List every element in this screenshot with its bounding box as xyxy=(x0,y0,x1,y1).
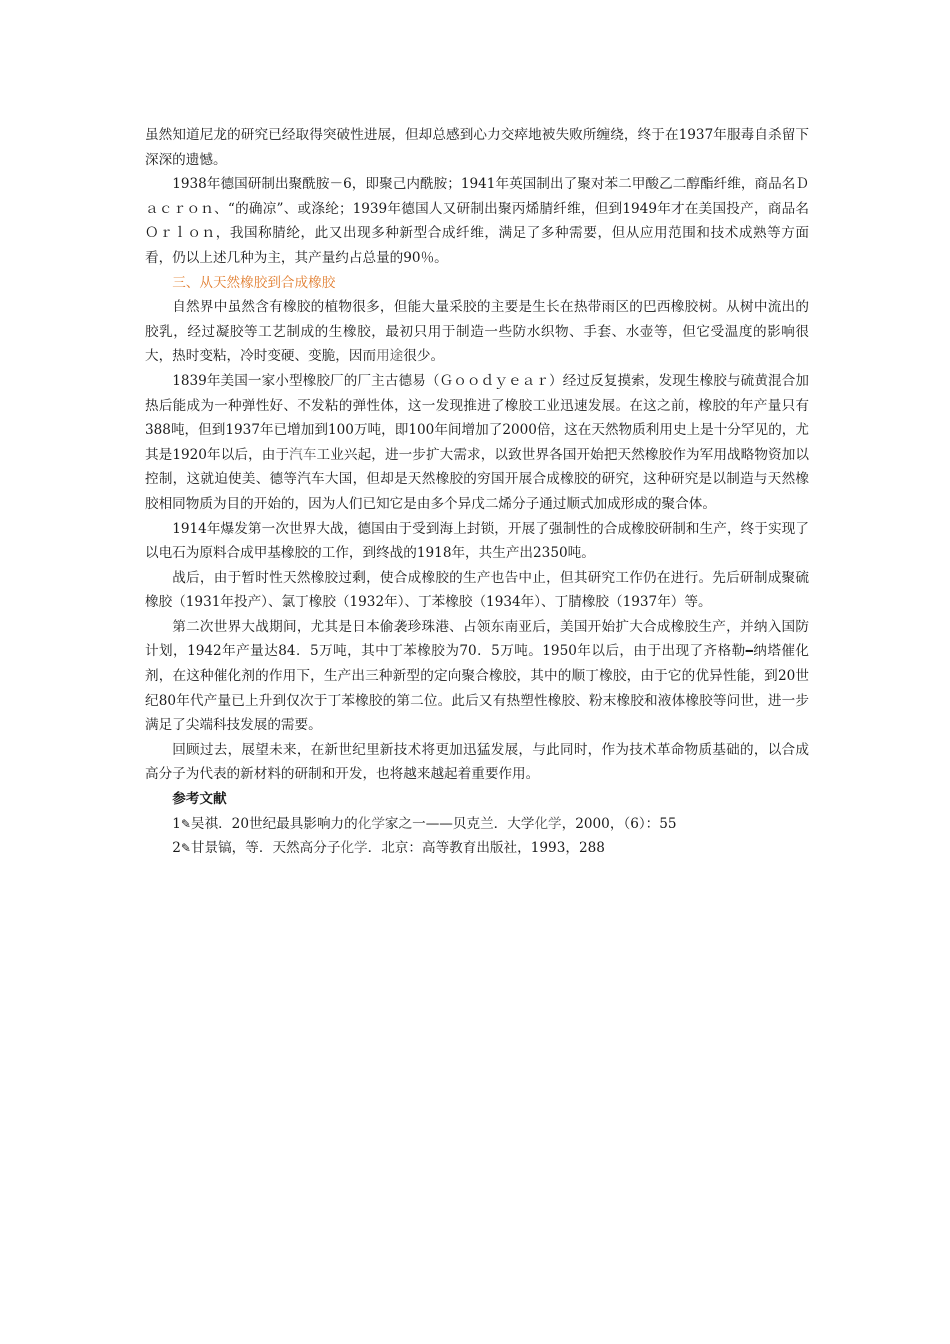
text-run: 1 xyxy=(172,815,181,832)
text-run: ，2000，（6）：55 xyxy=(561,815,677,832)
text-run: 甘景镐，等．天然高分子 xyxy=(190,840,341,857)
references-list xyxy=(145,812,809,861)
inline-link[interactable]: 化学 xyxy=(357,815,385,832)
text-run: 2 xyxy=(172,840,181,857)
inline-link[interactable]: 汽车 xyxy=(289,446,317,463)
text-run: 工业兴起，进一步扩大需求，以致世界各国开始把天然橡胶作为军用战略物资加以控制，这就迫使美、德等汽车大国，但却是天然橡胶的穷国开展合成橡胶的研究，这种研究是以制造与天然橡胶相同物质为目的开始的，因为人们已知它是由多个异戊二烯分子通过顺式加成形成的聚合体。 xyxy=(145,446,810,512)
symbol-glyph: ━ xyxy=(745,644,753,659)
inline-link[interactable]: 化学 xyxy=(534,815,562,832)
paragraph xyxy=(145,566,809,615)
text-run: 虽然知道尼龙的研究已经取得突破性进展，但却总感到心力交瘁地被失败所缠绕，终于在1937年服毒自杀留下深深的遗憾。 xyxy=(145,127,809,168)
article-body xyxy=(145,123,809,787)
text-run: 1914年爆发第一次世界大战，德国由于受到海上封锁，开展了强制性的合成橡胶研制和生产，终于实现了以电石为原料合成甲基橡胶的工作，到终战的1918年，共生产出2350吨。 xyxy=(145,520,809,562)
text-run: 第二次世界大战期间，尤其是日本偷袭珍珠港、占领东南亚后，美国开始扩大合成橡胶生产，并纳入国防计划，1942年产量达84．5万吨，其中丁苯橡胶为70．5万吨。1950年以后，由于出现了齐格勒 xyxy=(145,618,809,660)
reference-item xyxy=(145,836,809,861)
inline-link[interactable]: 化学 xyxy=(340,840,368,857)
symbol-glyph: ✎ xyxy=(180,816,191,831)
paragraph xyxy=(145,738,809,787)
text-run: 自然界中虽然含有橡胶的植物很多，但能大量采胶的主要是生长在热带雨区的巴西橡胶树。从树中流出的胶乳，经过凝胶等工艺制成的生橡胶，最初只用于制造一些防水织物、手套、水壶等，但它受温度的影响很大，热时变粘，冷时变硬、变脆，因而 xyxy=(145,299,809,365)
paragraph xyxy=(145,517,809,566)
text-run: 家之一——贝克兰．大学 xyxy=(384,815,535,832)
text-run: 吴祺．20世纪最具影响力的 xyxy=(190,815,358,832)
text-run: 战后，由于暂时性天然橡胶过剩，使合成橡胶的生产也告中止，但其研究工作仍在进行。先后研制成聚硫橡胶（1931年投产）、氯丁橡胶（1932年）、丁苯橡胶（1934年）、丁腈橡胶（1937年）等。 xyxy=(145,569,809,611)
inline-link[interactable]: 用途 xyxy=(376,348,404,365)
text-run: ．北京：高等教育出版社，1993，288 xyxy=(367,840,605,857)
paragraph xyxy=(145,615,809,738)
text-run: 纳塔催化剂，在这种催化剂的作用下，生产出三种新型的定向聚合橡胶，其中的顺丁橡胶，由于它的优异性能，到20世纪80年代产量已上升到仅次于丁苯橡胶的第二位。此后又有热塑性橡胶、粉末橡胶和液体橡胶等问世，进一步满足了尖端科技发展的需要。 xyxy=(145,643,809,734)
symbol-glyph: ✎ xyxy=(180,841,191,856)
paragraph xyxy=(145,295,809,369)
text-run: 很少。 xyxy=(403,348,445,365)
paragraph xyxy=(145,369,809,517)
text-run: 三、从天然橡胶到合成橡胶 xyxy=(172,274,336,291)
section-heading xyxy=(145,271,809,296)
text-run: 1839年美国一家小型橡胶厂的厂主古德易（Ｇｏｏｄｙｅａｒ）经过反复摸索，发现生橡胶与硫黄混合加热后能成为一种弹性好、不发粘的弹性体，这一发现推进了橡胶工业迅速发展。在这之前，橡胶的年产量只有388吨，但到1937年已增加到100万吨，即100年间增加了2000倍，这在天然物质利用史上是十分罕见的，尤其是1920年以后，由于 xyxy=(145,372,809,463)
text-run: 回顾过去，展望未来，在新世纪里新技术将更加迅猛发展，与此同时，作为技术革命物质基础的，以合成高分子为代表的新材料的研制和开发，也将越来越起着重要作用。 xyxy=(145,741,809,783)
text-run: 1938年德国研制出聚酰胺－6，即聚己内酰胺；1941年英国制出了聚对苯二甲酸乙二醇酯纤维，商品名Ｄａｃｒｏｎ、“的确凉”、或涤纶；1939年德国人又研制出聚丙烯腈纤维，但到1949年才在美国投产，商品名Ｏｒｌｏｎ，我国称腈纶，此又出现多种新型合成纤维，满足了多种需要，但从应用范围和技术成熟等方面看，仍以上述几种为主，其产量约占总量的90％。 xyxy=(145,176,809,266)
document-page xyxy=(145,123,809,861)
reference-item xyxy=(145,812,809,837)
references-title: 参考文献 xyxy=(172,791,227,808)
paragraph xyxy=(145,172,809,270)
paragraph xyxy=(145,123,809,172)
